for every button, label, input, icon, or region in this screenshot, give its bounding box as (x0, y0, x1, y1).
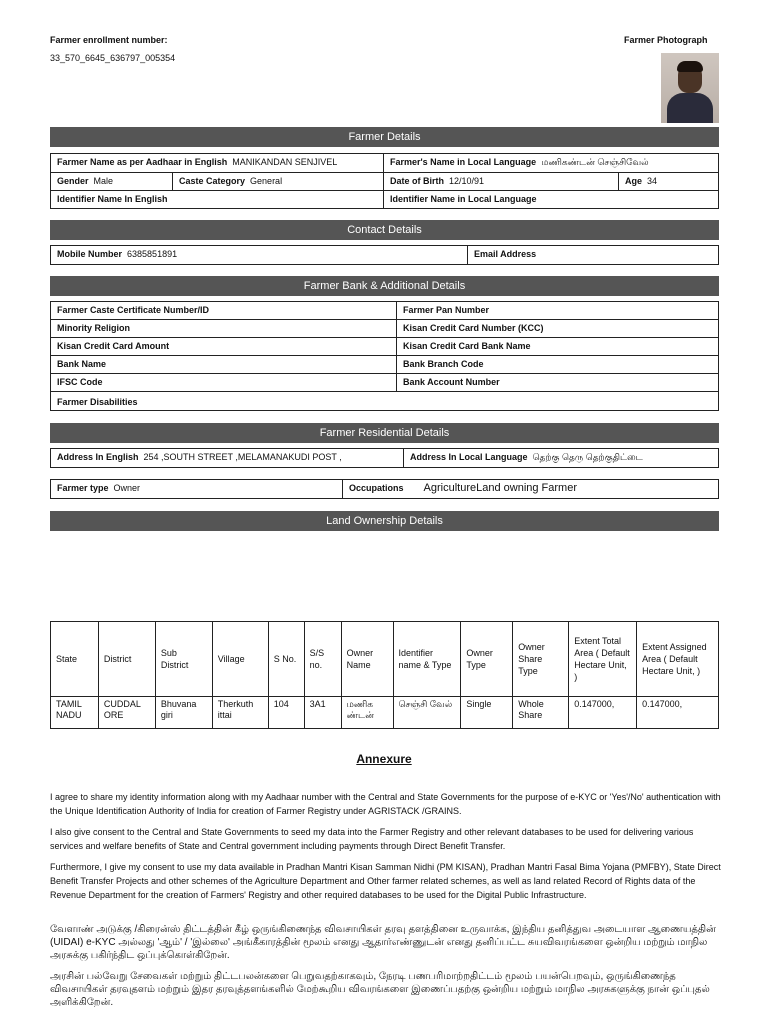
caste-value: General (250, 176, 283, 186)
address-local-value: தெற்கு தெரு தெற்குதிட்டை (532, 452, 643, 462)
gender-cell (51, 173, 173, 190)
land-header-row (51, 622, 719, 697)
table-row (51, 246, 718, 264)
annexure-title (0, 752, 768, 766)
name-en-cell (51, 154, 384, 172)
table-row (51, 697, 719, 729)
col-header-total-area: Extent Total Area ( Default Hectare Unit, ) (569, 622, 637, 697)
disabilities-cell (51, 392, 718, 410)
occupations-value: AgricultureLand owning Farmer (423, 482, 577, 494)
kcc-label: Kisan Credit Card Number (KCC) (403, 323, 544, 333)
enrollment-number: 33_570_6645_636797_005354 (50, 53, 176, 63)
cell-s-no: 104 (268, 697, 304, 729)
kcc-bank-label: Kisan Credit Card Bank Name (403, 341, 531, 351)
ifsc-label: IFSC Code (57, 377, 103, 387)
cell-identifier: செஞ்சி வேல் (393, 697, 461, 729)
name-en-value: MANIKANDAN SENJIVEL (232, 157, 338, 167)
annexure-title-text: Annexure (356, 752, 412, 766)
table-row (51, 191, 718, 209)
cell-sub-district: Bhuvana giri (155, 697, 212, 729)
identifier-en-label: Identifier Name In English (57, 194, 168, 204)
col-header-sub-district: Sub District (155, 622, 212, 697)
identifier-local-cell (384, 191, 718, 209)
table-row (51, 356, 718, 374)
land-ownership-table (50, 621, 719, 729)
annexure-paragraph-4: வேளாண் அடுக்கு /கிரைன்ஸ் திட்டத்தின் கீழ் ஒருங்கிணைந்த விவசாயிகள் தரவு தளத்தினை உருவாக்க, இந்திய தனித்துவ அடையாள ஆணையத்தின் (UIDAI) e-KYC அல்லது 'ஆம்' / 'இல்லை' அங்கீகாரத்தின் மூலம் எனது ஆதார்எண்ணுடன் எனது தனிப்பட்ட சுயவிவரங்களை ஒன்றிய மற்றும் மாநில அரசுக்கு பகிர்ந்திட ஒப்புக்கொள்கிறேன். (50, 924, 716, 961)
annexure-paragraph-2: I also give consent to the Central and State Governments to seed my data into the Farmer Registry and other relevant databases to be used for delivering various services and welfare benefits of State and Central government including payments through Direct Benefit Transfer. (50, 827, 694, 851)
table-row (51, 173, 718, 191)
cell-owner-name: மணிக ண்டன் (341, 697, 393, 729)
caste-cert-label: Farmer Caste Certificate Number/ID (57, 305, 210, 315)
farmer-details-header: Farmer Details (50, 127, 719, 147)
annexure-paragraph-1: I agree to share my identity information along with my Aadhaar number with the Central and State Governments for the purpose of e-KYC or 'Yes'/No' authentication with the Unique Identification Authority of India for creation of Farmer Registry under AGRISTACK /GRAINS. (50, 792, 721, 816)
cell-share-type: Whole Share (513, 697, 569, 729)
age-label: Age (625, 176, 643, 186)
col-header-assigned-area: Extent Assigned Area ( Default Hectare Unit, ) (637, 622, 719, 697)
table-row (51, 302, 718, 320)
caste-cell (173, 173, 384, 190)
identifier-local-label: Identifier Name in Local Language (390, 194, 537, 204)
col-header-s-no: S No. (268, 622, 304, 697)
col-header-district: District (98, 622, 155, 697)
cell-ss-no: 3A1 (304, 697, 341, 729)
enrollment-label: Farmer enrollment number: (50, 35, 168, 45)
cell-state: TAMIL NADU (51, 697, 99, 729)
address-local-cell (404, 449, 718, 467)
cell-owner-type: Single (461, 697, 513, 729)
bank-name-label: Bank Name (57, 359, 107, 369)
kcc-amount-cell (51, 338, 397, 355)
branch-code-label: Bank Branch Code (403, 359, 484, 369)
name-local-value: மணிகண்டன் செஞ்சிவேல் (541, 157, 649, 167)
account-cell (397, 374, 718, 391)
farmer-type-cell (51, 480, 343, 498)
mobile-value: 6385851891 (127, 249, 178, 259)
occupations-cell (343, 480, 718, 498)
farmer-type-label: Farmer type (57, 483, 109, 493)
photo-hair-shape (677, 61, 703, 72)
annexure-paragraph-3: Furthermore, I give my consent to use my data available in Pradhan Mantri Kisan Samman Nidhi (PM KISAN), Pradhan Mantri Fasal Bima Yojana (PMFBY), State Direct Benefit Transfer Projects and other schemes of the Agriculture Department and Other farmer related schemes, as well as land related Record of Rights data of the Revenue Department for the creation of Farmers' Registry and other required databases to be used for the Digital Public Infrastructure. (50, 862, 721, 900)
table-row (51, 338, 718, 356)
dob-label: Date of Birth (390, 176, 444, 186)
caste-label: Caste Category (179, 176, 246, 186)
photo-label: Farmer Photograph (624, 35, 708, 45)
table-row (51, 320, 718, 338)
minority-cell (51, 320, 397, 337)
email-cell (468, 246, 718, 264)
contact-details-header: Contact Details (50, 220, 719, 240)
gender-value: Male (93, 176, 114, 186)
kcc-cell (397, 320, 718, 337)
disabilities-label: Farmer Disabilities (57, 397, 138, 407)
col-header-state: State (51, 622, 99, 697)
email-label: Email Address (474, 249, 537, 259)
residential-details-header: Farmer Residential Details (50, 423, 719, 443)
account-label: Bank Account Number (403, 377, 500, 387)
age-value: 34 (647, 176, 658, 186)
dob-value: 12/10/91 (449, 176, 485, 186)
col-header-share-type: Owner Share Type (513, 622, 569, 697)
col-header-owner-type: Owner Type (461, 622, 513, 697)
cell-total-area: 0.147000, (569, 697, 637, 729)
mobile-cell (51, 246, 468, 264)
ifsc-cell (51, 374, 397, 391)
mobile-label: Mobile Number (57, 249, 123, 259)
farmer-type-table (50, 479, 719, 499)
cell-assigned-area: 0.147000, (637, 697, 719, 729)
address-en-value: 254 ,SOUTH STREET ,MELAMANAKUDI POST , (143, 452, 342, 462)
farmer-type-value: Owner (113, 483, 141, 493)
gender-label: Gender (57, 176, 89, 186)
address-en-label: Address In English (57, 452, 139, 462)
bank-name-cell (51, 356, 397, 373)
minority-label: Minority Religion (57, 323, 130, 333)
name-en-label: Farmer Name as per Aadhaar in English (57, 157, 228, 167)
col-header-owner-name: Owner Name (341, 622, 393, 697)
address-table (50, 448, 719, 468)
branch-code-cell (397, 356, 718, 373)
bank-details-table (50, 301, 719, 411)
cell-village: Therkuth ittai (212, 697, 268, 729)
pan-cell (397, 302, 718, 319)
bank-details-header: Farmer Bank & Additional Details (50, 276, 719, 296)
kcc-amount-label: Kisan Credit Card Amount (57, 341, 170, 351)
name-local-cell (384, 154, 718, 172)
table-row (51, 392, 718, 410)
table-row (51, 449, 718, 467)
table-row (51, 480, 718, 498)
name-local-label: Farmer's Name in Local Language (390, 157, 537, 167)
table-row (51, 374, 718, 392)
farmer-photo (661, 53, 719, 123)
cell-district: CUDDAL ORE (98, 697, 155, 729)
photo-body-shape (667, 93, 713, 123)
address-en-cell (51, 449, 404, 467)
caste-cert-cell (51, 302, 397, 319)
farmer-details-table (50, 153, 719, 209)
contact-details-table (50, 245, 719, 265)
age-cell (619, 173, 718, 190)
annexure-paragraph-5: அரசின் பல்வேறு சேவைகள் மற்றும் திட்டபலன்களை பெறுவதற்காகவும், நேரடி பணபரிமாற்றதிட்டம் மூலம் பயன்பெறவும், ஒருங்கிணைந்த விவசாயிகள் தரவுதளம் மற்றும் இதர தரவுத்தளங்களில் மேற்கூறிய விவரங்களை இணைப்பதற்கு ஒன்றிய மற்றும் மாநில அரசுகளுக்கு நான் ஒப்புதல் அளிக்கிறேன். (50, 971, 710, 1008)
dob-cell (384, 173, 619, 190)
land-ownership-header: Land Ownership Details (50, 511, 719, 531)
pan-label: Farmer Pan Number (403, 305, 490, 315)
col-header-village: Village (212, 622, 268, 697)
col-header-ss-no: S/S no. (304, 622, 341, 697)
occupations-label: Occupations (349, 483, 404, 493)
identifier-en-cell (51, 191, 384, 209)
table-row (51, 154, 718, 173)
address-local-label: Address In Local Language (410, 452, 528, 462)
kcc-bank-cell (397, 338, 718, 355)
col-header-identifier: Identifier name & Type (393, 622, 461, 697)
